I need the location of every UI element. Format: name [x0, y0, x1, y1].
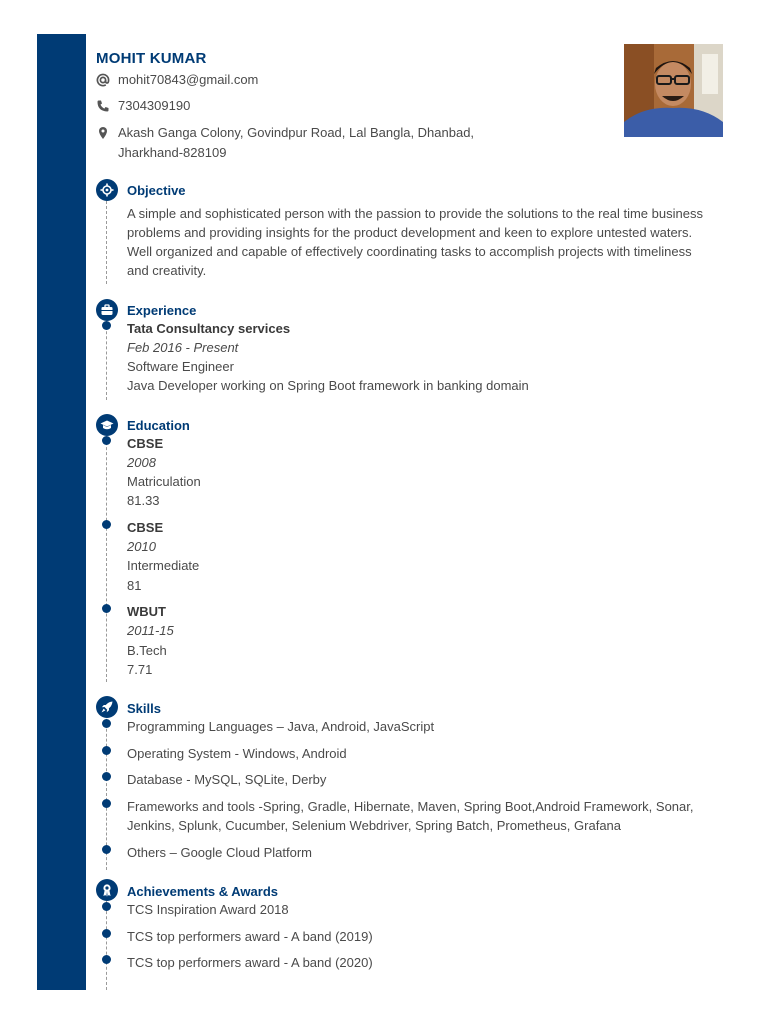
education-score: 81.33	[127, 493, 160, 508]
skill-item: Database - MySQL, SQLite, Derby	[127, 772, 327, 787]
skills-heading: Skills	[127, 701, 161, 716]
achievements-heading: Achievements & Awards	[127, 884, 279, 899]
target-icon	[96, 179, 118, 201]
education-item-dot	[102, 520, 111, 529]
education-item-dot	[102, 604, 111, 613]
skill-item: Operating System - Windows, Android	[127, 746, 347, 761]
education-score: 7.71	[127, 662, 153, 677]
experience-heading: Experience	[127, 303, 197, 318]
skill-item-dot	[102, 799, 111, 808]
award-ribbon-icon	[96, 879, 118, 901]
education-board: CBSE	[127, 436, 164, 451]
objective-text: A simple and sophisticated person with the passion to provide the solutions to the real time business problems and providing insights for the product development and keen to explore untested waters. Well organized and capable of effectively coordinating tasks to accomplish projects with timeliness and creativity.	[127, 206, 703, 278]
achievement-item: TCS Inspiration Award 2018	[127, 902, 289, 917]
achievement-item-dot	[102, 929, 111, 938]
achievement-item-dot	[102, 955, 111, 964]
education-score: 81	[127, 578, 142, 593]
experience-period: Feb 2016 - Present	[127, 340, 239, 355]
contact-phone	[96, 96, 498, 116]
skill-item: Frameworks and tools -Spring, Gradle, Hibernate, Maven, Spring Boot,Android Framework, Sonar, Jenkins, Splunk, Cucumber, Selenium Webdriver, Spring Batch, Prometheus, Grafana	[127, 799, 694, 833]
experience-item-dot	[102, 321, 111, 330]
achievement-item: TCS top performers award - A band (2019)	[127, 929, 373, 944]
contact-address	[96, 123, 498, 163]
education-level: Matriculation	[127, 474, 201, 489]
skill-item-dot	[102, 746, 111, 755]
experience-role: Software Engineer	[127, 359, 234, 374]
education-board: WBUT	[127, 604, 166, 619]
education-year: 2011-15	[127, 623, 174, 638]
phone-icon	[96, 96, 118, 116]
skill-item-dot	[102, 719, 111, 728]
candidate-name: MOHIT KUMAR	[96, 50, 207, 67]
skill-item-dot	[102, 845, 111, 854]
experience-description: Java Developer working on Spring Boot framework in banking domain	[127, 378, 529, 393]
skill-item: Programming Languages – Java, Android, JavaScript	[127, 719, 435, 734]
address-text: Akash Ganga Colony, Govindpur Road, Lal Bangla, Dhanbad, Jharkhand-828109	[118, 125, 475, 160]
rocket-icon	[96, 696, 118, 718]
achievement-item: TCS top performers award - A band (2020)	[127, 955, 373, 970]
education-year: 2008	[127, 455, 156, 470]
skill-item: Others – Google Cloud Platform	[127, 845, 312, 860]
education-board: CBSE	[127, 520, 164, 535]
location-pin-icon	[96, 123, 118, 163]
at-icon	[96, 70, 118, 90]
profile-photo	[624, 44, 723, 137]
education-level: B.Tech	[127, 643, 167, 658]
education-level: Intermediate	[127, 558, 200, 573]
sidebar-accent-bar	[37, 34, 86, 990]
objective-heading: Objective	[127, 183, 186, 198]
objective-timeline	[106, 196, 107, 284]
skill-item-dot	[102, 772, 111, 781]
phone-text: 7304309190	[118, 98, 191, 113]
email-text: mohit70843@gmail.com	[118, 72, 259, 87]
education-timeline	[106, 432, 107, 682]
graduation-cap-icon	[96, 414, 118, 436]
briefcase-icon	[96, 299, 118, 321]
education-year: 2010	[127, 539, 156, 554]
experience-company: Tata Consultancy services	[127, 321, 291, 336]
contact-email	[96, 70, 498, 90]
education-item-dot	[102, 436, 111, 445]
education-heading: Education	[127, 418, 190, 433]
achievement-item-dot	[102, 902, 111, 911]
